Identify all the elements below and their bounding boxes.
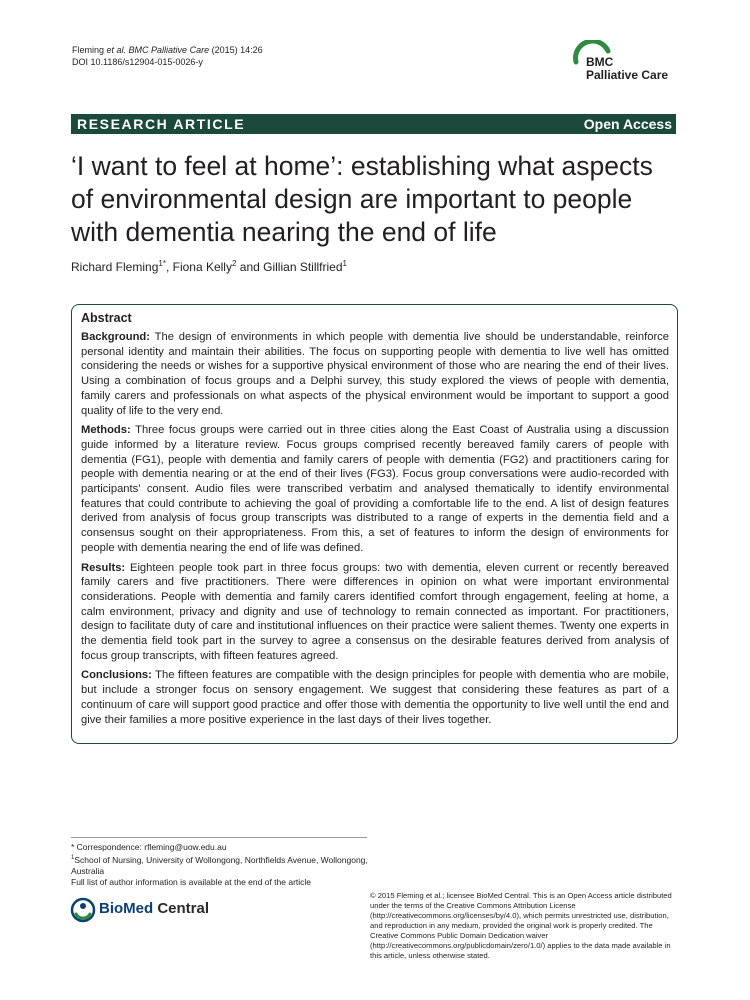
author-sup: 1* — [158, 259, 166, 268]
author-name[interactable]: Fiona Kelly — [172, 260, 232, 274]
background-text: The design of environments in which people with dementia live should be understandable, reinforce personal identity and maintain their abilities. The focus on supporting people with dementia to live well has omitted considering the needs or wishes for a supportive physical environment of those who are nearing the end of their lives. Using a combination of focus groups and a Delphi survey, this study explored the views of people with dementia, family carers and professionals on what aspects of the physical environment would be important to support a good quality of life to the very end. — [81, 331, 669, 417]
journal-logo[interactable] — [572, 40, 682, 100]
abstract-heading: Abstract — [81, 311, 132, 325]
journal-logo-line2: Palliative Care — [586, 68, 669, 82]
article-title: ‘I want to feel at home’: establishing what aspects of environmental design are important to people with dementia nearing the end of life — [71, 151, 653, 247]
abstract-methods — [81, 423, 669, 555]
author-name[interactable]: Gillian Stillfried — [263, 260, 343, 274]
publisher-name-part1: BioMed — [99, 900, 154, 917]
methods-text: Three focus groups were carried out in three cities along the East Coast of Australia using a discussion guide informed by a literature review. Focus groups comprised recently bereaved family carers of people with dementia (FG1), people with dementia and family carers of people with dementia (FG2) and practitioners caring for people with dementia nearing or at the end of their lives (FG3). Focus group conversations were audio-recorded with participants’ consent. Audio files were transcribed verbatim and analysed thematically to identify environmental features that could contribute to achieving the goal of providing a comfortable life to the end. A list of design features derived from analysis of focus group transcripts was distributed to a range of experts in the dementia field and a consensus sought on their appropriateness. From this, a set of features to inform the design of environments for people with dementia nearing the end of life was defined. — [81, 424, 669, 554]
conclusions-label: Conclusions: — [81, 669, 152, 682]
publisher-name-part2: Central — [153, 900, 210, 917]
publisher-logo[interactable] — [70, 897, 220, 921]
correspondence-note[interactable]: * Correspondence: rfleming@uow.edu.au — [71, 842, 227, 852]
citation-volume: (2015) 14:26 — [209, 45, 263, 55]
affiliation-sup: 1 — [71, 855, 75, 861]
citation-journal: BMC Palliative Care — [128, 45, 210, 55]
affiliation-text: School of Nursing, University of Wollongong, Northfields Avenue, Wollongong, Australia — [71, 854, 368, 876]
author-info-note: Full list of author information is available at the end of the article — [71, 876, 312, 887]
author-list — [71, 259, 347, 274]
background-label: Background: — [81, 331, 150, 343]
conclusions-text: The fifteen features are compatible with the design principles for people with dementia who are mobile, but include a stronger focus on sensory engagement. We suggest that considering these features as part of a continuum of care will support good practice and offer those with dementia the opportunity to live well until the end and give their families a more positive experience in the last days of their lives together. — [81, 669, 669, 726]
citation-authors: Fleming — [72, 45, 107, 55]
author-name[interactable]: Richard Fleming — [71, 260, 159, 274]
citation-etal: et al. — [106, 45, 127, 55]
license-text: © 2015 Fleming et al.; licensee BioMed Central. This is an Open Access article distributed under the terms of the Creative Commons Attribution License (http://creativecommons.org/licenses/by/4.0), which permits unrestricted use, distribution, and reproduction in any medium, provided the original work is properly credited. The Creative Commons Public Domain Dedication waiver (http://creativecommons.org/publicdomain/zero/1.0/) applies to the data made available in this article, unless otherwise stated. — [370, 891, 672, 960]
open-access-label: Open Access — [583, 116, 672, 132]
footnotes — [71, 842, 371, 888]
abstract-conclusions — [81, 668, 669, 727]
author-separator: and — [236, 260, 264, 274]
biomed-central-icon — [70, 897, 96, 923]
methods-label: Methods: — [81, 424, 131, 437]
abstract-background — [81, 330, 669, 418]
journal-logo-line1: BMC — [586, 55, 614, 69]
abstract-box — [71, 304, 678, 744]
article-type: RESEARCH ARTICLE — [77, 116, 246, 132]
author-sup: 2 — [231, 259, 237, 268]
results-label: Results: — [81, 561, 126, 574]
doi[interactable]: DOI 10.1186/s12904-015-0026-y — [72, 57, 203, 67]
abstract-results — [81, 561, 669, 664]
author-sup: 1 — [342, 259, 347, 268]
results-text: Eighteen people took part in three focus groups: two with dementia, eleven current or recently bereaved family carers and five practitioners. There were differences in opinion on what were important environmental considerations. People with dementia and family carers identified comfort through engagement, feeling at home, a calm environment, privacy and dignity and use of technology to remain connected as important. For practitioners, design to facilitate duty of care and institutional influences on their practice were salient themes. Twenty one experts in the dementia field took part in the survey to agree a consensus on the desirable features derived from analysis of focus group transcripts, with fifteen features agreed. — [81, 561, 669, 662]
article-banner — [71, 114, 676, 134]
affiliation-note — [71, 853, 371, 877]
citation-line — [72, 44, 263, 56]
author-separator: , — [165, 260, 173, 274]
footnote-divider — [71, 837, 367, 838]
publisher-name — [99, 900, 209, 917]
